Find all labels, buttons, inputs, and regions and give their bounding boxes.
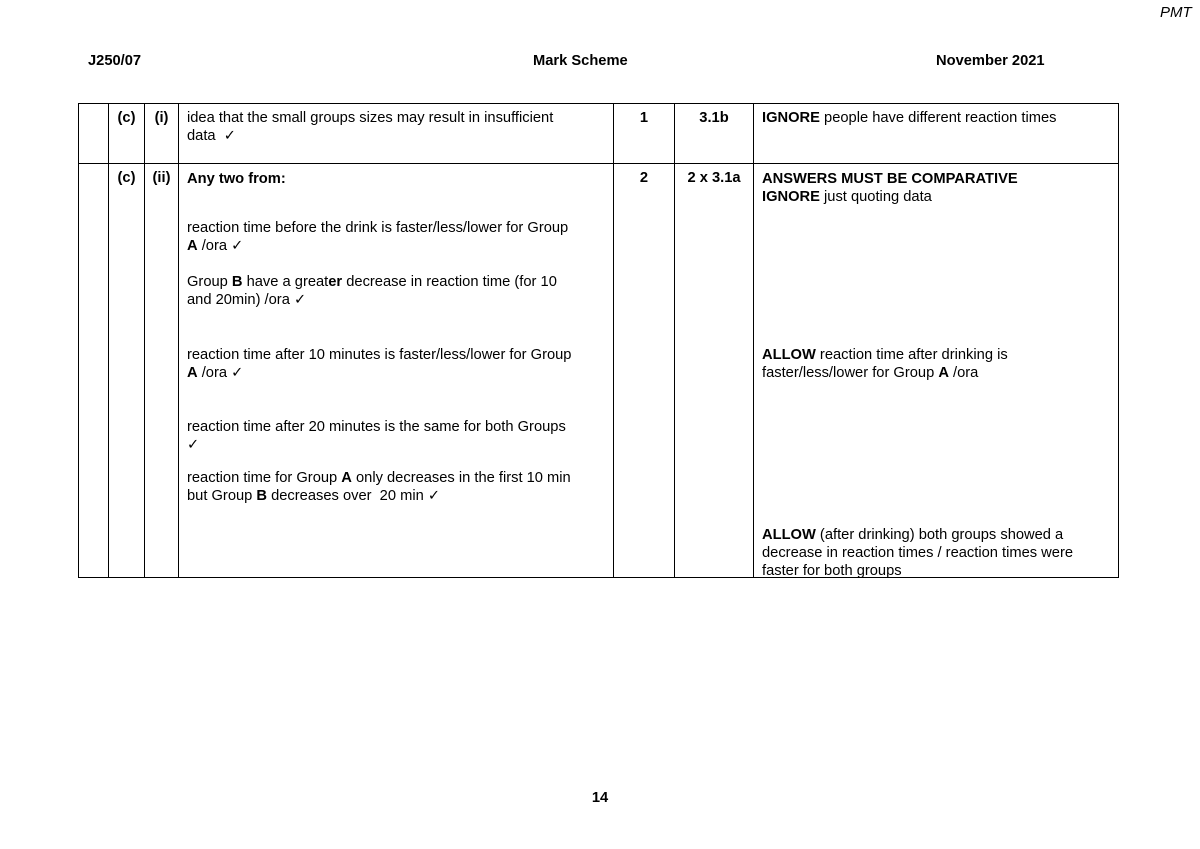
text-segment: IGNORE (762, 189, 820, 205)
text-segment: decrease in reaction time (for 10 (342, 274, 557, 290)
tick-icon: ✓ (187, 437, 200, 453)
text-segment: reaction time after drinking is (815, 347, 1008, 363)
guidance-cell (754, 164, 1119, 578)
text-segment: ANSWERS MUST BE COMPARATIVE (762, 171, 1018, 187)
ao-cell: 3.1b (675, 104, 754, 164)
text-segment: A (341, 470, 352, 486)
pmt-watermark: PMT (1160, 4, 1192, 21)
answer-point (187, 273, 605, 309)
text-segment: reaction time before the drink is faster/less/lower for Group (187, 220, 569, 236)
text-segment: Any two from: (187, 171, 286, 187)
text-segment: but Group (187, 488, 257, 504)
header-paper-code: J250/07 (88, 53, 142, 69)
text-segment: er (328, 274, 343, 290)
text-segment: only decreases in the first 10 min (351, 470, 571, 486)
text-segment: B (256, 488, 268, 504)
tick-icon: ✓ (231, 238, 244, 254)
text-segment: decreases over 20 min (267, 488, 428, 504)
marks-cell: 2 (614, 164, 675, 578)
text-segment: ALLOW (762, 347, 816, 363)
text-segment: data (187, 128, 224, 144)
text-segment: faster for both groups (762, 563, 902, 578)
guidance-note (762, 346, 1110, 382)
text-segment: reaction time after 20 minutes is the same for both Groups (187, 419, 566, 435)
answer-heading (187, 170, 605, 188)
text-segment: IGNORE (762, 110, 820, 126)
text-segment: /ora (197, 238, 232, 254)
page-number: 14 (591, 790, 609, 806)
answer-point (187, 219, 605, 255)
text-segment: people have different reaction times (819, 110, 1057, 126)
subpart-cell: (ii) (145, 164, 179, 578)
guidance-note (762, 170, 1110, 206)
text-segment: just quoting data (819, 189, 932, 205)
answer-point (187, 418, 605, 454)
text-segment: /ora (948, 365, 979, 381)
header-date: November 2021 (936, 53, 1045, 69)
subpart-cell: (i) (145, 104, 179, 164)
tick-icon: ✓ (223, 128, 237, 144)
part-cell: (c) (109, 164, 145, 578)
text-segment: ALLOW (762, 527, 816, 543)
marks-cell: 1 (614, 104, 675, 164)
question-cell (79, 104, 109, 164)
text-segment: B (231, 274, 243, 290)
mark-scheme-table (78, 103, 1119, 578)
answer-point (187, 469, 605, 505)
text-segment: and 20min) /ora (187, 292, 294, 308)
text-segment: /ora (197, 365, 232, 381)
guidance-note (754, 104, 1118, 127)
header-title: Mark Scheme (533, 53, 628, 69)
guidance-note (762, 526, 1110, 578)
text-segment: A (187, 365, 198, 381)
text-segment: A (938, 365, 949, 381)
answer-point (179, 104, 613, 145)
tick-icon: ✓ (231, 365, 244, 381)
text-segment: reaction time for Group (187, 470, 342, 486)
ao-cell: 2 x 3.1a (675, 164, 754, 578)
text-segment: Group (187, 274, 232, 290)
text-segment: faster/less/lower for Group (762, 365, 939, 381)
answer-cell (179, 164, 614, 578)
text-segment: have a great (242, 274, 329, 290)
tick-icon: ✓ (293, 292, 307, 308)
text-segment: (after drinking) both groups showed a (815, 527, 1064, 543)
text-segment: idea that the small groups sizes may result in insufficient (187, 110, 554, 126)
guidance-cell (754, 104, 1119, 164)
part-cell: (c) (109, 104, 145, 164)
tick-icon: ✓ (427, 488, 441, 504)
answer-cell (179, 104, 614, 164)
question-cell (79, 164, 109, 578)
answer-point (187, 346, 605, 382)
text-segment: reaction time after 10 minutes is faster/less/lower for Group (187, 347, 572, 363)
text-segment: A (187, 238, 198, 254)
text-segment: decrease in reaction times / reaction times were (762, 545, 1074, 561)
